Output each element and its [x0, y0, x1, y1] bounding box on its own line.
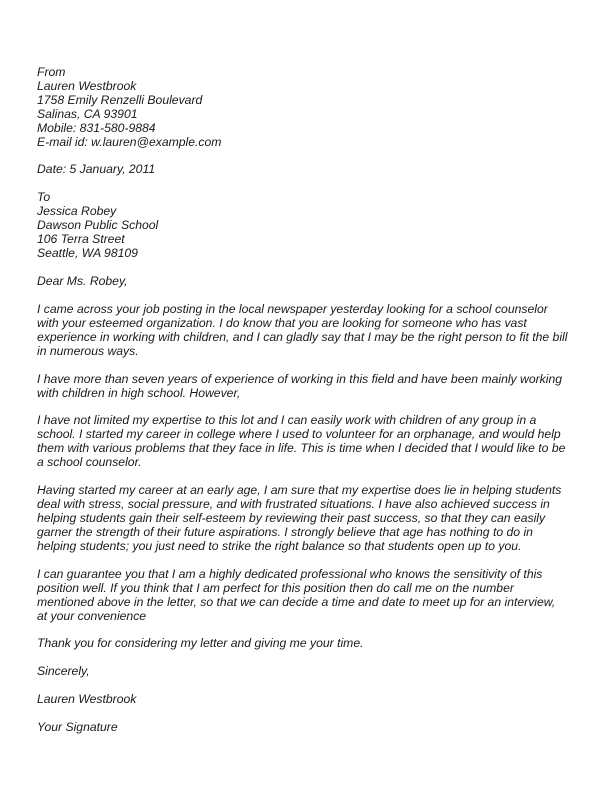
signature-line: Your Signature: [37, 720, 118, 734]
paragraph-line: I have not limited my expertise to this lot and I can easily work with children of any group in a: [37, 413, 537, 427]
paragraph-line: at your convenience: [37, 609, 147, 624]
recipient-street: 106 Terra Street: [37, 232, 125, 247]
sender-name: Lauren Westbrook: [37, 79, 137, 94]
paragraph-line: I can guarantee you that I am a highly dedicated professional who knows the sensitivity of this: [37, 567, 543, 581]
signature-name: Lauren Westbrook: [37, 692, 137, 706]
paragraph-line: school. I started my career in college where I used to volunteer for an orphanage, and would help: [37, 427, 561, 442]
closing: Sincerely,: [37, 664, 90, 678]
paragraph-line: deal with stress, social pressure, and with frustrated situations. I have also achieved success in: [37, 497, 550, 512]
paragraph-line: I have more than seven years of experience of working in this field and have been mainly working: [37, 372, 563, 386]
paragraph-line: with children in high school. However,: [37, 386, 241, 401]
paragraph-line: them with various problems that they face in life. This is time when I decided that I would like to be: [37, 441, 566, 456]
date-block: [37, 162, 597, 176]
paragraph-line: position well. If you think that I am perfect for this position then do call me on the number: [37, 581, 514, 596]
paragraph-line: with your esteemed organization. I do know that you are looking for someone who has vast: [37, 316, 527, 331]
closing-block: [37, 664, 597, 678]
salutation-block: [37, 274, 597, 288]
signature-line-block: [37, 720, 597, 734]
body-paragraph: [37, 483, 597, 553]
paragraph-line: a school counselor.: [37, 455, 142, 470]
paragraph-line: mentioned above in the letter, so that we can decide a time and date to meet up for an interview,: [37, 595, 556, 610]
sender-street: 1758 Emily Renzelli Boulevard: [37, 93, 203, 108]
body-paragraph: [37, 413, 597, 469]
paragraph-line: helping students gain their self-esteem by reviewing their past success, so that they can easily: [37, 511, 546, 526]
sender-city: Salinas, CA 93901: [37, 107, 138, 122]
sender-address-block: [37, 65, 597, 150]
body-paragraph: [37, 302, 597, 358]
paragraph-line: helping students; you just need to strike the right balance so that students open up to you.: [37, 539, 522, 554]
paragraph-line: in numerous ways.: [37, 344, 139, 359]
recipient-label: To: [37, 190, 51, 204]
paragraph-line: experience in working with children, and I can gladly say that I may be the right person to fit the bill: [37, 330, 568, 345]
body-paragraph: [37, 372, 597, 400]
paragraph-line: I came across your job posting in the local newspaper yesterday looking for a school counselor: [37, 302, 548, 316]
body-paragraph: [37, 567, 597, 623]
paragraph-line: Having started my career at an early age, I am sure that my expertise does lie in helping students: [37, 483, 562, 497]
recipient-name: Jessica Robey: [37, 204, 117, 219]
paragraph-line: Thank you for considering my letter and giving me your time.: [37, 636, 364, 650]
signature-name-block: [37, 692, 597, 706]
sender-email: E-mail id: w.lauren@example.com: [37, 135, 222, 150]
recipient-org: Dawson Public School: [37, 218, 159, 233]
body-paragraph: [37, 636, 597, 650]
salutation: Dear Ms. Robey,: [37, 274, 128, 288]
sender-label: From: [37, 65, 66, 79]
letter-date: Date: 5 January, 2011: [37, 162, 156, 176]
recipient-address-block: [37, 190, 597, 260]
recipient-city: Seattle, WA 98109: [37, 246, 138, 261]
paragraph-line: garner the strength of their future aspirations. I strongly believe that age has nothing to do in: [37, 525, 533, 540]
sender-mobile: Mobile: 831-580-9884: [37, 121, 156, 136]
